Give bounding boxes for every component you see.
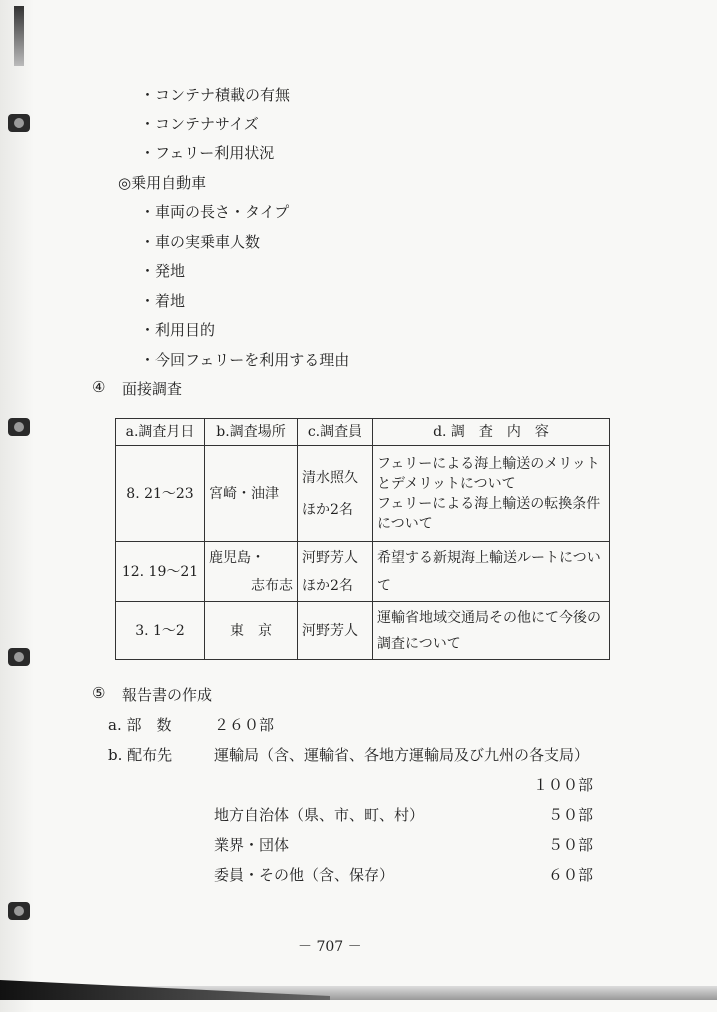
survey-date: 12. 19～21: [116, 542, 205, 602]
content-line: 運輸省地域交通局その他にて今後の調査について: [377, 609, 601, 652]
copies-value: ２６０部: [214, 716, 275, 734]
distribution-label: b. 配布先: [108, 746, 173, 764]
survey-content: [373, 446, 610, 542]
bullet-item: ・フェリー利用状況: [140, 144, 275, 162]
content-line: 希望する新規海上輸送ルートについて: [377, 549, 601, 594]
column-header: a.調査月日: [116, 419, 205, 446]
distribution-count: １００部: [532, 776, 593, 794]
binder-ring: [8, 418, 30, 436]
binder-ring: [8, 648, 30, 666]
staff-line: 清水照久: [302, 469, 358, 486]
bullet-item: ・コンテナ積載の有無: [140, 86, 291, 104]
survey-place: [205, 542, 298, 602]
bullet-item: ・発地: [140, 262, 186, 280]
column-header: c.調査員: [298, 419, 373, 446]
bullet-item: ・利用目的: [140, 321, 216, 339]
staff-line: ほか2名: [302, 577, 353, 594]
staff-line: 河野芳人: [302, 549, 358, 566]
survey-date: 3. 1～2: [116, 602, 205, 660]
bullet-item: ・着地: [140, 292, 186, 310]
survey-staff: [298, 602, 373, 660]
distribution-item: 業界・団体: [214, 836, 290, 854]
staff-line: 河野芳人: [302, 622, 358, 639]
bullet-item: ・今回フェリーを利用する理由: [140, 351, 350, 369]
copies-label: a. 部 数: [108, 716, 172, 734]
column-header: b.調査場所: [205, 419, 298, 446]
place-line: 志布志: [251, 577, 293, 594]
distribution-count: ５０部: [547, 836, 593, 854]
bullet-item: ・コンテナサイズ: [140, 115, 259, 133]
content-line: フェリーによる海上輸送のメリットとデメリットについて: [377, 455, 600, 492]
section-title: 報告書の作成: [122, 686, 213, 704]
distribution-item: 地方自治体（県、市、町、村）: [214, 806, 425, 824]
survey-staff: [298, 542, 373, 602]
bullet-item: ・車両の長さ・タイプ: [140, 203, 290, 221]
place-line: 鹿児島・: [209, 549, 265, 566]
section-title: 面接調査: [122, 380, 183, 398]
table-header-row: [116, 419, 610, 446]
survey-date: 8. 21～23: [116, 446, 205, 542]
interview-table: [115, 418, 610, 660]
distribution-item: 運輸局（含、運輸省、各地方運輸局及び九州の各支局）: [214, 746, 590, 764]
section-number: ④: [92, 378, 106, 396]
survey-place: [205, 446, 298, 542]
distribution-count: ６０部: [547, 866, 593, 884]
distribution-item: 委員・その他（含、保存）: [214, 866, 395, 884]
place-line: 東 京: [230, 622, 272, 639]
binder-ring: [8, 114, 30, 132]
survey-place: [205, 602, 298, 660]
place-line: 宮崎・油津: [209, 485, 279, 502]
table-row: [116, 446, 610, 542]
section-heading-car: ◎乗用自動車: [118, 174, 207, 192]
column-header: d. 調 査 内 容: [373, 419, 610, 446]
staff-line: ほか2名: [302, 501, 353, 518]
bullet-item: ・車の実乗車人数: [140, 233, 261, 251]
survey-content: [373, 602, 610, 660]
binder-ring: [8, 902, 30, 920]
page-number: － 707 －: [298, 939, 362, 955]
binding-spine: [0, 0, 34, 1012]
survey-staff: [298, 446, 373, 542]
survey-content: [373, 542, 610, 602]
distribution-count: ５０部: [547, 806, 593, 824]
section-number: ⑤: [92, 684, 106, 702]
table-row: [116, 542, 610, 602]
binding-clip: [14, 6, 24, 66]
content-line: フェリーによる海上輸送の転換条件について: [377, 495, 601, 532]
table-row: [116, 602, 610, 660]
